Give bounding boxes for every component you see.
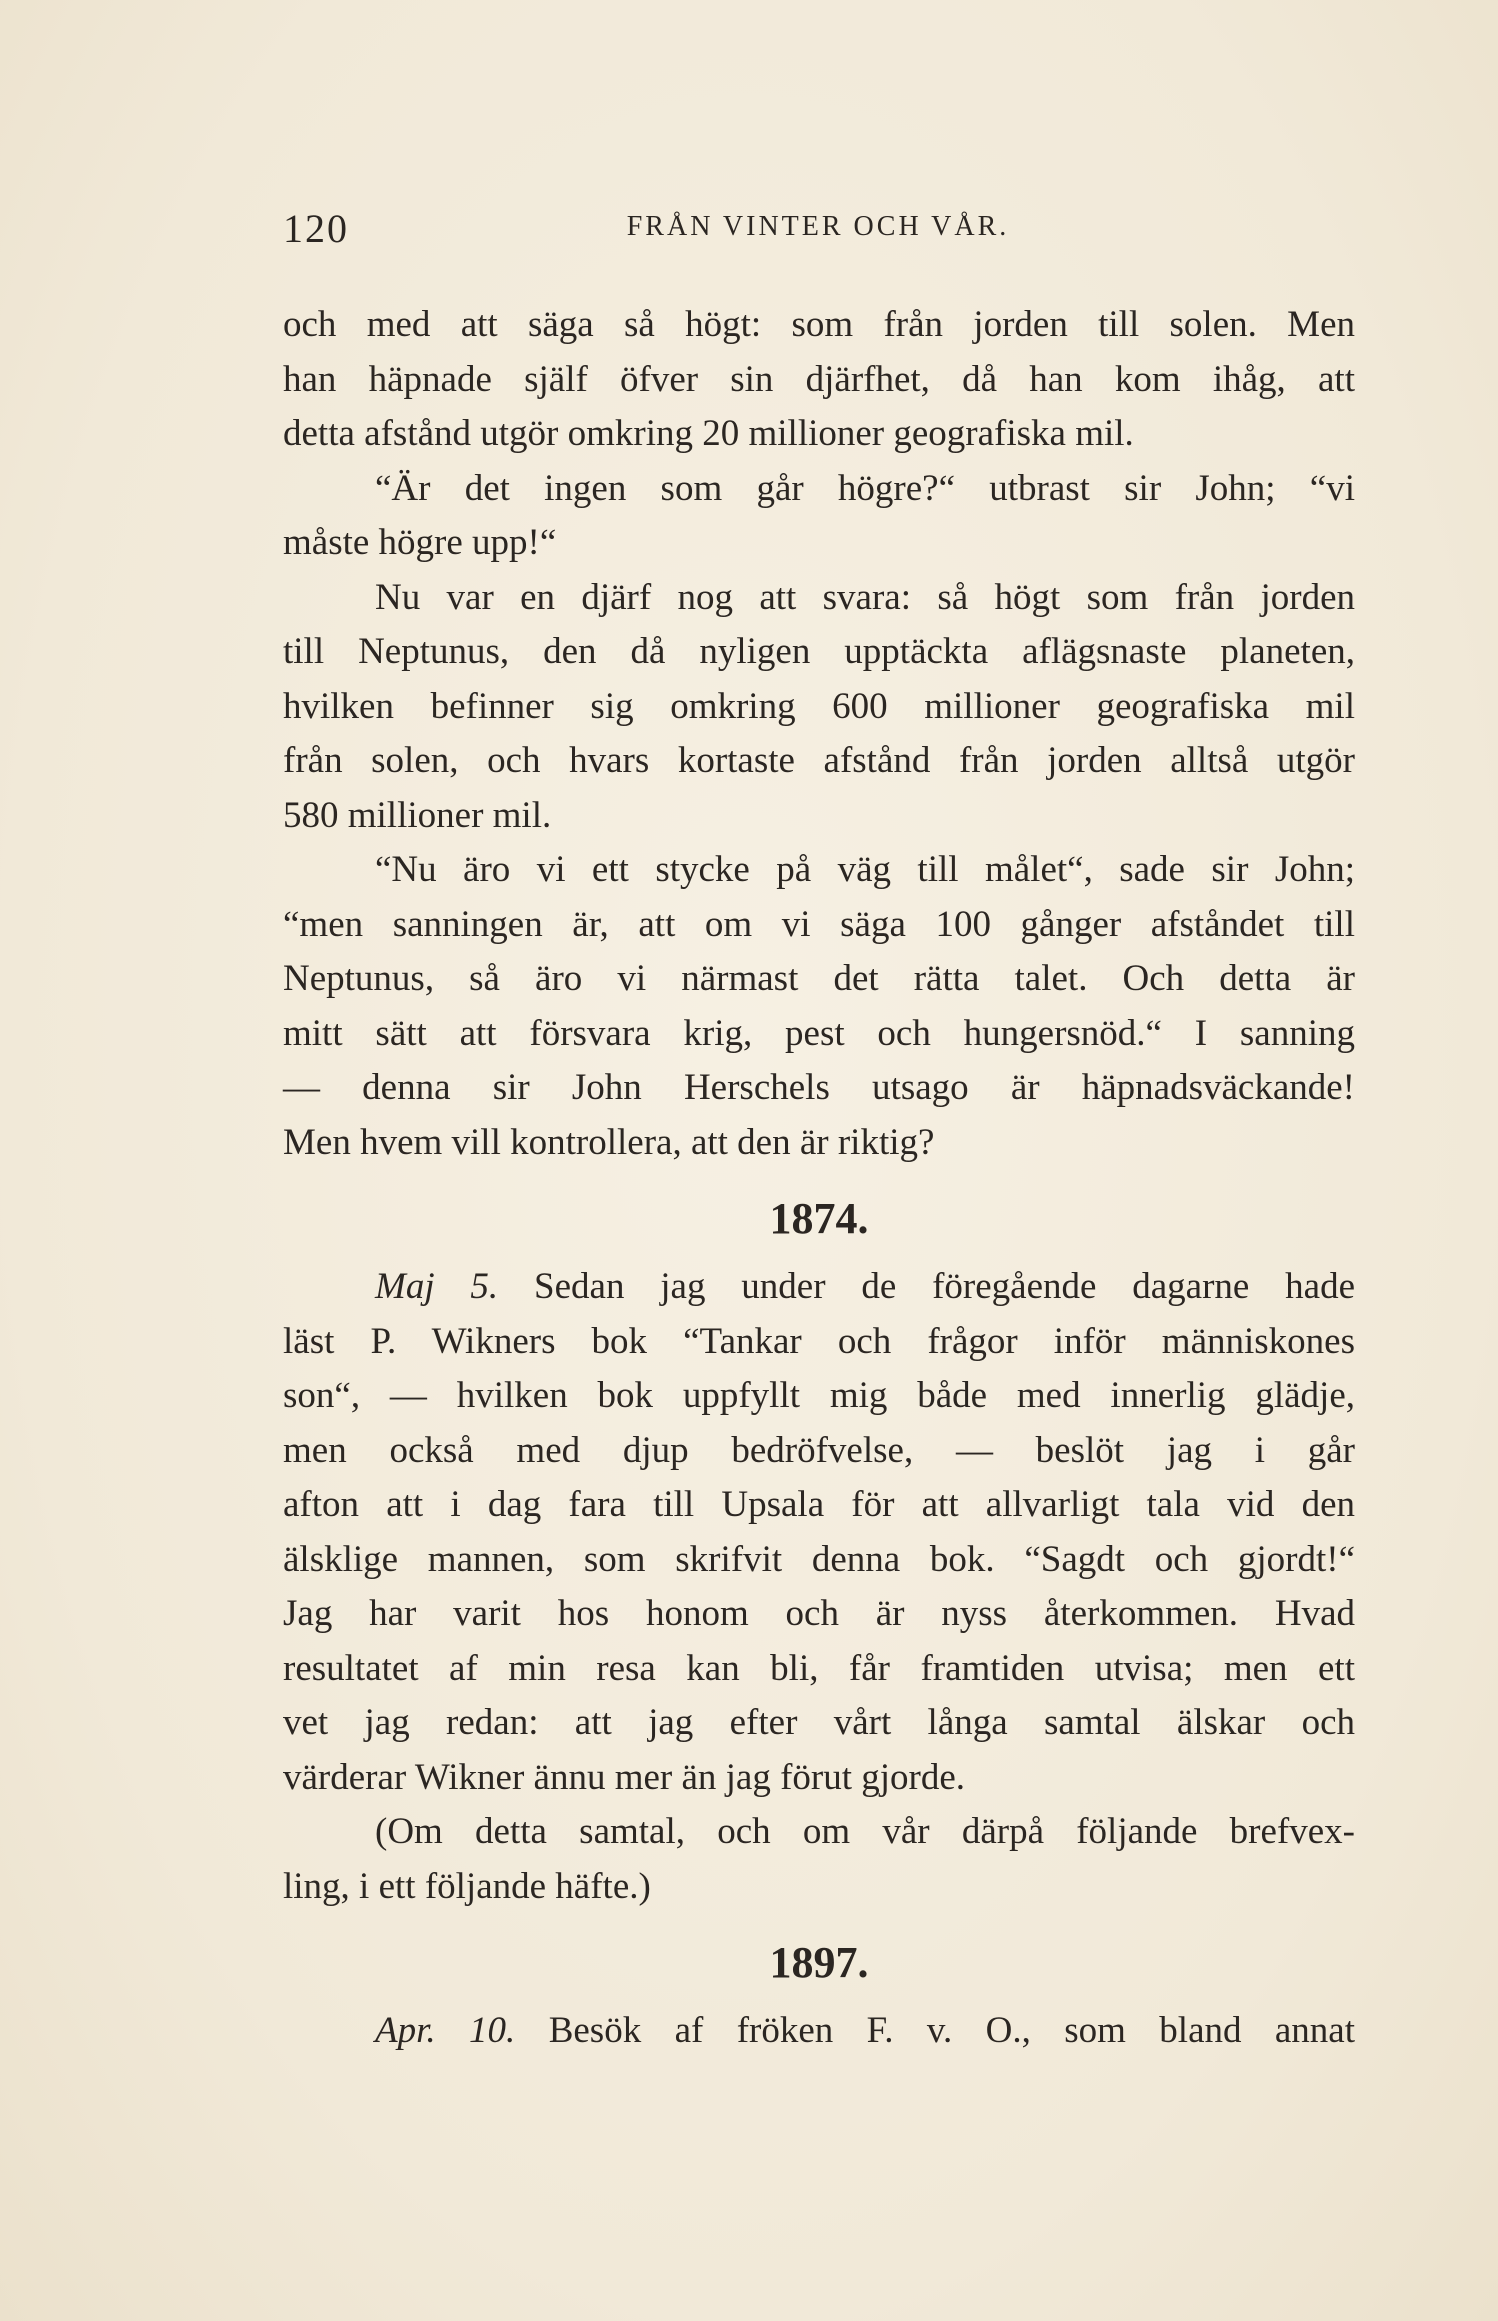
text-line: ling, i ett följande häfte.): [283, 1865, 651, 1907]
text-line: afton att i dag fara till Upsala för att allvarligt tala vid den: [283, 1484, 1355, 1525]
year-heading-1897: 1897.: [769, 1938, 869, 1987]
page-header: [283, 205, 1353, 265]
text-line: måste högre upp!“: [283, 522, 557, 563]
year-heading-1874: 1874.: [769, 1194, 869, 1243]
entry-text: Sedan jag under de föregående dagarne hade: [534, 1266, 1356, 1307]
text-line: till Neptunus, den då nyligen upptäckta aflägsnaste planeten,: [283, 631, 1355, 672]
text-line: hvilken befinner sig omkring 600 millioner geografiska mil: [283, 685, 1355, 727]
entry-text: Besök af fröken F. v. O., som bland annat: [548, 2010, 1356, 2051]
text-line: vet jag redan: att jag efter vårt långa samtal älskar och: [283, 1702, 1355, 1743]
text-line: älsklige mannen, som skrifvit denna bok. “Sagdt och gjordt!“: [283, 1538, 1355, 1580]
entry-first-line: [283, 2004, 1355, 2059]
text-line: Nu var en djärf nog att svara: så högt som från jorden: [375, 576, 1355, 618]
text-line: värderar Wikner ännu mer än jag förut gjorde.: [283, 1756, 966, 1798]
text-line: läst P. Wikners bok “Tankar och frågor inför människones: [283, 1320, 1355, 1362]
text-line: (Om detta samtal, och om vår därpå följande brefvex-: [375, 1811, 1355, 1852]
text-line: Jag har varit hos honom och är nyss återkommen. Hvad: [283, 1593, 1355, 1634]
text-line: Men hvem vill kontrollera, att den är riktig?: [283, 1121, 935, 1163]
text-line: — denna sir John Herschels utsago är häpnadsväckande!: [283, 1067, 1355, 1108]
running-title: FRÅN VINTER OCH VÅR.: [626, 211, 1010, 242]
text-line: 580 millioner mil.: [283, 794, 552, 836]
text-line: detta afstånd utgör omkring 20 millioner geografiska mil.: [283, 413, 1134, 454]
text-line: och med att säga så högt: som från jorden till solen. Men: [283, 304, 1355, 345]
text-line: “Är det ingen som går högre?“ utbrast sir John; “vi: [375, 467, 1355, 509]
page-number: 120: [283, 206, 349, 251]
text-line: son“, — hvilken bok uppfyllt mig både med innerlig glädje,: [283, 1375, 1355, 1416]
text-line: men också med djup bedröfvelse, — beslöt jag i går: [283, 1429, 1355, 1471]
entry-date: Maj 5.: [375, 1266, 499, 1307]
text-line: Neptunus, så äro vi närmast det rätta talet. Och detta är: [283, 958, 1355, 999]
text-line: mitt sätt att försvara krig, pest och hungersnöd.“ I sanning: [283, 1012, 1355, 1054]
text-line: från solen, och hvars kortaste afstånd från jorden alltså utgör: [283, 740, 1355, 781]
body-text: [283, 298, 1355, 2059]
entry-date: Apr. 10.: [375, 2010, 516, 2051]
text-line: “Nu äro vi ett stycke på väg till målet“, sade sir John;: [375, 849, 1355, 890]
text-line: han häpnade själf öfver sin djärfhet, då han kom ihåg, att: [283, 358, 1355, 400]
text-line: “men sanningen är, att om vi säga 100 gånger afståndet till: [283, 903, 1355, 945]
entry-first-line: [283, 1260, 1355, 1315]
text-line: resultatet af min resa kan bli, får framtiden utvisa; men ett: [283, 1647, 1355, 1689]
